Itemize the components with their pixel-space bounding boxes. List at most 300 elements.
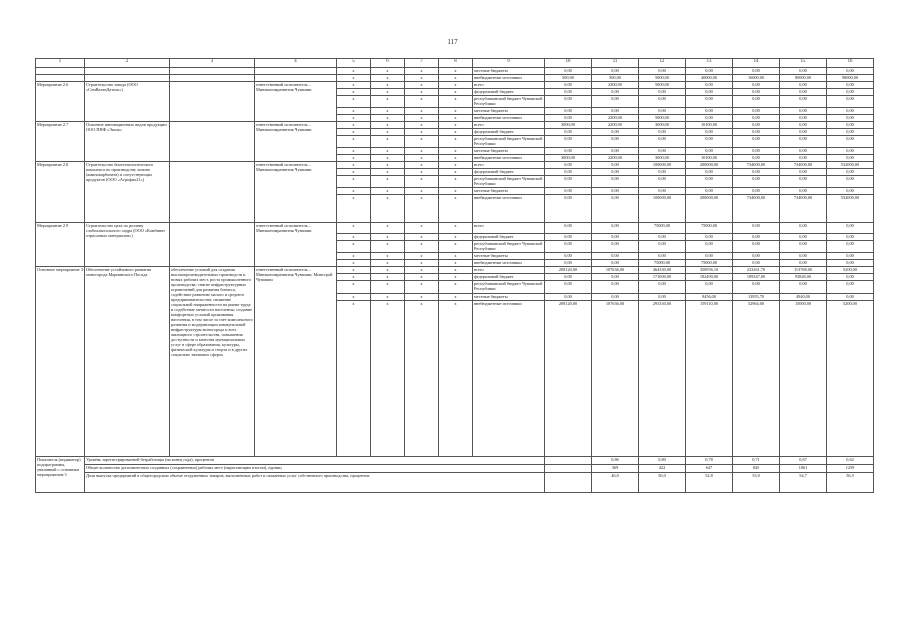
code-cell: x <box>439 122 473 129</box>
code-cell: x <box>439 136 473 148</box>
code-cell: x <box>405 129 439 136</box>
value-cell: 0,00 <box>545 108 592 115</box>
value-cell: 0,00 <box>545 188 592 195</box>
table-row <box>36 223 874 234</box>
column-header: 8 <box>439 59 473 68</box>
code-cell: x <box>439 274 473 281</box>
source-label: федеральный бюджет <box>473 169 545 176</box>
code-cell: x <box>337 195 371 223</box>
value-cell: 75000,00 <box>686 260 733 267</box>
value-cell: 0,00 <box>592 162 639 169</box>
value-cell: 0,00 <box>827 155 874 162</box>
value-cell: 0,00 <box>592 260 639 267</box>
code-cell: x <box>337 281 371 294</box>
table-row <box>36 473 874 493</box>
column-header: 2 <box>85 59 170 68</box>
code-cell: x <box>439 155 473 162</box>
value-cell: 0,00 <box>686 176 733 188</box>
value-cell: 200000,00 <box>686 195 733 223</box>
column-header: 15 <box>780 59 827 68</box>
value-cell: 0,00 <box>827 253 874 260</box>
value-cell: 0,00 <box>686 241 733 253</box>
indicator-value: 46,0 <box>592 473 639 493</box>
value-cell: 0,00 <box>592 253 639 260</box>
source-label: федеральный бюджет <box>473 274 545 281</box>
value-cell: 0,00 <box>780 155 827 162</box>
value-cell: 0,00 <box>592 294 639 301</box>
indicator-value: 53,9 <box>733 473 780 493</box>
source-label: республиканский бюджет Чувашской Республики <box>473 241 545 253</box>
value-cell: 0,00 <box>592 223 639 234</box>
value-cell: 0,00 <box>639 241 686 253</box>
value-cell: 80000,00 <box>780 75 827 82</box>
value-cell: 52964,00 <box>733 301 780 457</box>
value-cell: 0,00 <box>733 89 780 96</box>
code-cell: x <box>439 162 473 169</box>
code-cell: x <box>371 115 405 122</box>
value-cell: 0,00 <box>592 68 639 75</box>
value-cell: 532000,00 <box>827 195 874 223</box>
value-cell: 0,00 <box>545 169 592 176</box>
value-cell: 500,00 <box>545 75 592 82</box>
value-cell: 0,00 <box>545 129 592 136</box>
empty-cell <box>170 75 255 82</box>
code-cell: x <box>405 75 439 82</box>
code-cell: x <box>371 188 405 195</box>
value-cell: 0,00 <box>545 176 592 188</box>
value-cell: 0,00 <box>639 253 686 260</box>
value-cell: 0,00 <box>827 176 874 188</box>
source-label: федеральный бюджет <box>473 234 545 241</box>
source-label: местные бюджеты <box>473 108 545 115</box>
column-header: 12 <box>639 59 686 68</box>
empty-cell <box>170 223 255 267</box>
code-cell: x <box>371 267 405 274</box>
code-cell: x <box>337 294 371 301</box>
value-cell: 0,00 <box>780 82 827 89</box>
value-cell: 0,00 <box>545 241 592 253</box>
value-cell: 0,00 <box>639 148 686 155</box>
value-cell: 0,00 <box>639 281 686 294</box>
value-cell: 0,00 <box>780 223 827 234</box>
value-cell: 107636,00 <box>592 267 639 274</box>
value-cell: 0,00 <box>827 234 874 241</box>
value-cell: 734000,00 <box>780 162 827 169</box>
value-cell: 0,00 <box>780 108 827 115</box>
value-cell: 0,00 <box>592 281 639 294</box>
column-header: 4 <box>255 59 337 68</box>
source-label: местные бюджеты <box>473 68 545 75</box>
code-cell: x <box>439 89 473 96</box>
table-row <box>36 82 874 89</box>
value-cell: 5200,00 <box>827 267 874 274</box>
value-cell: 0,00 <box>780 234 827 241</box>
value-cell: 10100,00 <box>686 122 733 129</box>
value-cell: 208120,00 <box>545 267 592 274</box>
value-cell: 0,00 <box>733 68 780 75</box>
responsible-executor: ответственный исполнитель – Минэкономразвития Чувашии <box>255 122 337 162</box>
value-cell: 0,00 <box>686 253 733 260</box>
value-cell: 13955,70 <box>733 294 780 301</box>
value-cell: 0,00 <box>827 274 874 281</box>
indicator-name: Уровень зарегистрированной безработицы (на конец года), процентов <box>85 457 545 465</box>
indicator-value: 422 <box>639 465 686 473</box>
column-header: 7 <box>405 59 439 68</box>
value-cell: 3000,00 <box>639 122 686 129</box>
value-cell: 0,00 <box>780 122 827 129</box>
code-cell: x <box>337 176 371 188</box>
value-cell: 0,00 <box>639 89 686 96</box>
value-cell: 0,00 <box>592 234 639 241</box>
value-cell: 100000,00 <box>639 195 686 223</box>
value-cell: 0,00 <box>686 82 733 89</box>
value-cell: 0,00 <box>545 281 592 294</box>
code-cell: x <box>337 129 371 136</box>
code-cell: x <box>405 301 439 457</box>
code-cell: x <box>371 294 405 301</box>
code-cell: x <box>405 294 439 301</box>
code-cell: x <box>405 267 439 274</box>
value-cell: 0,00 <box>827 89 874 96</box>
value-cell: 0,00 <box>592 148 639 155</box>
source-label: внебюджетные источники <box>473 260 545 267</box>
code-cell: x <box>439 75 473 82</box>
code-cell: x <box>405 195 439 223</box>
indicator-value: 0,86 <box>592 457 639 465</box>
value-cell: 0,00 <box>827 82 874 89</box>
code-cell: x <box>439 301 473 457</box>
code-cell: x <box>439 82 473 89</box>
value-cell: 0,00 <box>545 274 592 281</box>
value-cell: 0,00 <box>733 188 780 195</box>
code-cell: x <box>371 96 405 108</box>
code-cell: x <box>371 253 405 260</box>
table-row <box>36 59 874 68</box>
source-label: всего <box>473 223 545 234</box>
code-cell: x <box>405 260 439 267</box>
value-cell: 0,00 <box>780 148 827 155</box>
value-cell: 0,00 <box>780 281 827 294</box>
value-cell: 734000,00 <box>733 162 780 169</box>
indicator-value: 0,62 <box>827 457 874 465</box>
value-cell: 0,00 <box>686 148 733 155</box>
indicator-value: 52,8 <box>686 473 733 493</box>
value-cell: 0,00 <box>827 68 874 75</box>
code-cell: x <box>371 169 405 176</box>
source-label: местные бюджеты <box>473 188 545 195</box>
activity-name: Строительство биотехнологического комплекса по производству лизина (аминокарбоната) и сопутствующих продуктов (ООО «Агрофил21») <box>85 162 170 223</box>
source-label: республиканский бюджет Чувашской Республики <box>473 176 545 188</box>
value-cell: 10100,00 <box>686 155 733 162</box>
value-cell: 0,00 <box>827 136 874 148</box>
indicator-name: Доля выпуска предприятий в общегородском объеме отгруженных товаров, выполненных работ и оказанных услуг собственного производства, процентов <box>85 473 545 493</box>
value-cell: 0,00 <box>639 129 686 136</box>
code-cell: x <box>439 176 473 188</box>
column-header: 13 <box>686 59 733 68</box>
code-cell: x <box>439 129 473 136</box>
value-cell: 0,00 <box>592 89 639 96</box>
activity-label: Основное мероприятие 3 <box>36 267 85 457</box>
code-cell: x <box>405 68 439 75</box>
value-cell: 200000,00 <box>686 162 733 169</box>
responsible-executor: ответственный исполнитель – Минэкономразвития Чувашии <box>255 162 337 223</box>
activity-name: Обеспечение устойчивого развития моногорода Мариинского Посада <box>85 267 170 457</box>
column-header: 5 <box>337 59 371 68</box>
value-cell: 0,00 <box>639 188 686 195</box>
value-cell: 5000,00 <box>639 75 686 82</box>
value-cell: 0,00 <box>545 294 592 301</box>
value-cell: 0,00 <box>733 253 780 260</box>
code-cell: x <box>439 267 473 274</box>
code-cell: x <box>337 301 371 457</box>
code-cell: x <box>371 223 405 234</box>
value-cell: 100000,00 <box>639 162 686 169</box>
responsible-executor: ответственный исполнитель – Минэкономразвития Чувашии <box>255 223 337 267</box>
table-row <box>36 75 874 82</box>
code-cell: x <box>405 96 439 108</box>
code-cell: x <box>405 115 439 122</box>
value-cell: 0,00 <box>686 115 733 122</box>
value-cell: 4940,00 <box>780 294 827 301</box>
indicator-value: 56,5 <box>827 473 874 493</box>
column-header: 3 <box>170 59 255 68</box>
empty-cell <box>545 465 592 473</box>
code-cell: x <box>439 241 473 253</box>
value-cell: 0,00 <box>780 260 827 267</box>
code-cell: x <box>371 75 405 82</box>
value-cell: 5200,00 <box>827 301 874 457</box>
value-cell: 0,00 <box>686 169 733 176</box>
indicator-value: 845 <box>733 465 780 473</box>
value-cell: 208120,00 <box>545 301 592 457</box>
source-label: местные бюджеты <box>473 294 545 301</box>
code-cell: x <box>371 155 405 162</box>
code-cell: x <box>371 195 405 223</box>
value-cell: 15000,00 <box>780 301 827 457</box>
code-cell: x <box>405 241 439 253</box>
value-cell: 5000,00 <box>639 115 686 122</box>
code-cell: x <box>405 162 439 169</box>
value-cell: 0,00 <box>780 241 827 253</box>
value-cell: 0,00 <box>827 188 874 195</box>
value-cell: 0,00 <box>780 136 827 148</box>
value-cell: 3000,00 <box>545 122 592 129</box>
code-cell: x <box>337 89 371 96</box>
activity-label: Мероприятие 2.9 <box>36 223 85 267</box>
code-cell: x <box>439 294 473 301</box>
value-cell: 0,00 <box>545 82 592 89</box>
indicator-value: 1259 <box>827 465 874 473</box>
value-cell: 0,00 <box>686 136 733 148</box>
value-cell: 0,00 <box>545 260 592 267</box>
value-cell: 98000,00 <box>827 75 874 82</box>
value-cell: 0,00 <box>780 188 827 195</box>
code-cell: x <box>337 136 371 148</box>
code-cell: x <box>405 148 439 155</box>
value-cell: 0,00 <box>686 188 733 195</box>
page-number: 117 <box>447 38 458 46</box>
value-cell: 0,00 <box>827 148 874 155</box>
value-cell: 3000,00 <box>545 155 592 162</box>
code-cell: x <box>337 188 371 195</box>
source-label: республиканский бюджет Чувашской Республики <box>473 136 545 148</box>
value-cell: 0,00 <box>780 253 827 260</box>
value-cell: 0,00 <box>733 281 780 294</box>
code-cell: x <box>405 108 439 115</box>
code-cell: x <box>371 162 405 169</box>
value-cell: 0,00 <box>545 96 592 108</box>
empty-cell <box>85 75 170 82</box>
code-cell: x <box>337 241 371 253</box>
value-cell: 182490,00 <box>686 274 733 281</box>
value-cell: 107636,00 <box>592 301 639 457</box>
code-cell: x <box>337 68 371 75</box>
code-cell: x <box>439 115 473 122</box>
value-cell: 2200,00 <box>592 155 639 162</box>
code-cell: x <box>405 223 439 234</box>
value-cell: 0,00 <box>780 169 827 176</box>
value-cell: 0,00 <box>545 89 592 96</box>
code-cell: x <box>439 281 473 294</box>
indicator-name: Общее количество дополнительно созданных (сохраненных) рабочих мест (нарастающим итогом), единиц <box>85 465 545 473</box>
value-cell: 0,00 <box>827 241 874 253</box>
code-cell: x <box>405 234 439 241</box>
value-cell: 0,00 <box>545 115 592 122</box>
code-cell: x <box>439 234 473 241</box>
value-cell: 734000,00 <box>733 195 780 223</box>
value-cell: 500,00 <box>592 75 639 82</box>
value-cell: 0,00 <box>733 136 780 148</box>
code-cell: x <box>337 234 371 241</box>
code-cell: x <box>439 188 473 195</box>
value-cell: 2200,00 <box>592 122 639 129</box>
empty-cell <box>255 68 337 75</box>
code-cell: x <box>337 148 371 155</box>
value-cell: 734000,00 <box>780 195 827 223</box>
column-header: 1 <box>36 59 85 68</box>
value-cell: 75000,00 <box>639 260 686 267</box>
value-cell: 0,00 <box>639 294 686 301</box>
value-cell: 0,00 <box>827 108 874 115</box>
code-cell: x <box>337 122 371 129</box>
value-cell: 0,00 <box>545 162 592 169</box>
value-cell: 0,00 <box>780 89 827 96</box>
code-cell: x <box>337 267 371 274</box>
indicator-value: 0,71 <box>733 457 780 465</box>
value-cell: 532000,00 <box>827 162 874 169</box>
activity-name: Освоение инновационных видов продукции ООО ПНФ «Эколь» <box>85 122 170 162</box>
code-cell: x <box>439 253 473 260</box>
value-cell: 0,00 <box>592 274 639 281</box>
table-row <box>36 68 874 75</box>
indicator-value: 647 <box>686 465 733 473</box>
value-cell: 0,00 <box>545 68 592 75</box>
code-cell: x <box>337 223 371 234</box>
indicator-value: 0,67 <box>780 457 827 465</box>
value-cell: 75000,00 <box>686 223 733 234</box>
code-cell: x <box>337 253 371 260</box>
code-cell: x <box>405 274 439 281</box>
code-cell: x <box>337 96 371 108</box>
value-cell: 2300,00 <box>592 115 639 122</box>
value-cell: 0,00 <box>827 281 874 294</box>
column-header: 14 <box>733 59 780 68</box>
column-header: 6 <box>371 59 405 68</box>
value-cell: 0,00 <box>686 129 733 136</box>
source-label: всего <box>473 267 545 274</box>
value-cell: 0,00 <box>592 241 639 253</box>
code-cell: x <box>371 89 405 96</box>
activity-label: Мероприятие 2.6 <box>36 82 85 122</box>
value-cell: 0,00 <box>639 136 686 148</box>
column-header: 10 <box>545 59 592 68</box>
activity-name: Строительство завода (ООО «СемВатанДаталь») <box>85 82 170 122</box>
value-cell: 0,00 <box>545 253 592 260</box>
value-cell: 0,00 <box>733 223 780 234</box>
code-cell: x <box>439 169 473 176</box>
code-cell: x <box>371 176 405 188</box>
value-cell: 0,00 <box>592 188 639 195</box>
code-cell: x <box>405 155 439 162</box>
code-cell: x <box>337 75 371 82</box>
value-cell: 0,00 <box>592 108 639 115</box>
responsible-executor: ответственный исполнитель – Минэкономразвития Чувашии, Минстрой Чувашии <box>255 267 337 457</box>
responsible-executor: ответственный исполнитель – Минэкономразвития Чувашии <box>255 82 337 122</box>
code-cell: x <box>405 136 439 148</box>
value-cell: 171000,00 <box>639 274 686 281</box>
value-cell: 0,00 <box>639 68 686 75</box>
value-cell: 0,00 <box>592 129 639 136</box>
value-cell: 40000,00 <box>686 75 733 82</box>
code-cell: x <box>405 122 439 129</box>
value-cell: 0,00 <box>733 82 780 89</box>
value-cell: 0,00 <box>639 176 686 188</box>
source-label: внебюджетные источники <box>473 75 545 82</box>
value-cell: 0,00 <box>827 169 874 176</box>
table-row <box>36 122 874 129</box>
value-cell: 0,00 <box>780 96 827 108</box>
value-cell: 0,00 <box>639 169 686 176</box>
code-cell: x <box>405 253 439 260</box>
value-cell: 0,00 <box>827 223 874 234</box>
value-cell: 0,00 <box>545 195 592 223</box>
code-cell: x <box>371 148 405 155</box>
value-cell: 0,00 <box>686 108 733 115</box>
code-cell: x <box>405 82 439 89</box>
source-label: местные бюджеты <box>473 253 545 260</box>
source-label: федеральный бюджет <box>473 129 545 136</box>
value-cell: 0,00 <box>592 96 639 108</box>
value-cell: 233261,70 <box>733 267 780 274</box>
source-label: всего <box>473 162 545 169</box>
code-cell: x <box>439 96 473 108</box>
activity-label: Мероприятие 2.8 <box>36 162 85 223</box>
code-cell: x <box>337 155 371 162</box>
value-cell: 0,00 <box>545 148 592 155</box>
source-label: всего <box>473 82 545 89</box>
code-cell: x <box>371 301 405 457</box>
value-cell: 0,00 <box>827 129 874 136</box>
source-label: республиканский бюджет Чувашской Республики <box>473 281 545 294</box>
value-cell: 0,00 <box>780 129 827 136</box>
code-cell: x <box>337 82 371 89</box>
code-cell: x <box>371 241 405 253</box>
value-cell: 0,00 <box>733 241 780 253</box>
table-row <box>36 465 874 473</box>
value-cell: 2300,00 <box>592 82 639 89</box>
code-cell: x <box>337 260 371 267</box>
code-cell: x <box>371 281 405 294</box>
